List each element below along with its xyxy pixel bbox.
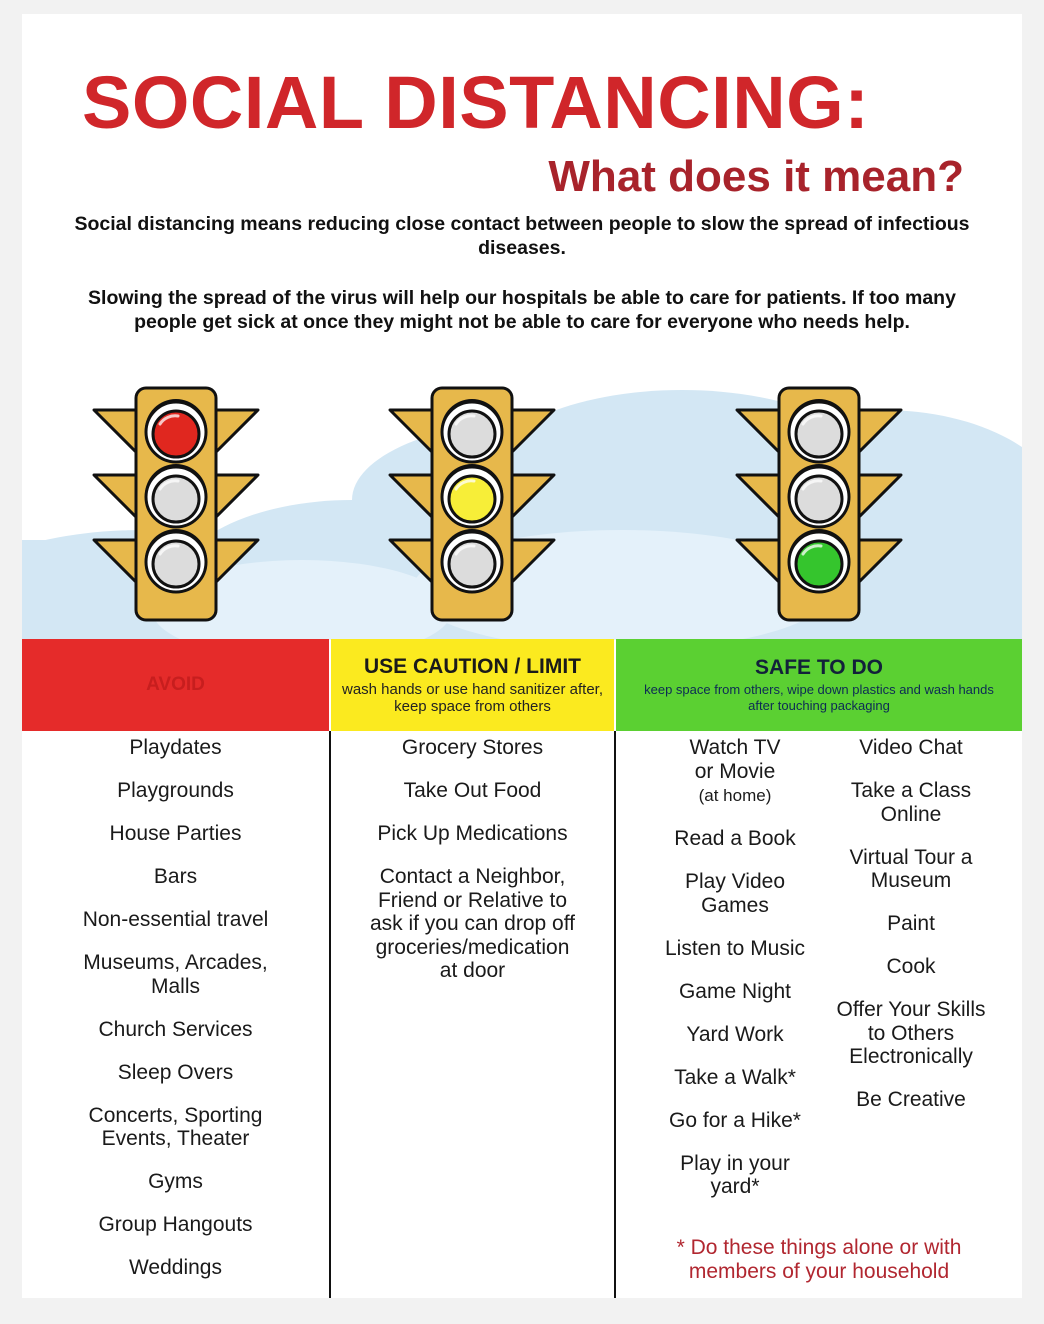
list-item: Museums, Arcades, Malls [83,951,268,998]
avoid-list [22,736,329,1299]
list-item: Watch TV or Movie (at home) [689,736,781,805]
safe-header-title: SAFE TO DO [755,656,883,679]
list-item: Sleep Overs [117,1060,234,1084]
list-item: Listen to Music [664,936,806,960]
list-item: Concerts, Sporting Events, Theater [88,1103,263,1150]
list-item: Virtual Tour a Museum [849,845,973,892]
list-item: Playgrounds [117,779,234,802]
caution-header [331,639,614,731]
list-item: Cook [886,955,936,978]
traffic-light-scene [22,360,1022,640]
avoid-header-title: AVOID [146,674,205,695]
poster-subtitle: What does it mean? [548,152,964,201]
caution-header-title: USE CAUTION / LIMIT [364,655,581,678]
list-item: Read a Book [674,827,796,850]
list-item: Playdates [129,736,222,759]
safe-list-column-a [632,736,838,1218]
list-item: Game Night [678,979,792,1003]
at-home-note: (at home) [698,786,772,805]
list-item: Church Services [98,1017,253,1041]
caution-list [331,736,614,1002]
list-item: Group Hangouts [98,1213,253,1236]
category-header-row [22,639,1022,731]
poster [22,14,1022,1298]
intro-paragraph-1: Social distancing means reducing close contact between people to slow the spread of infectious diseases. [74,213,970,259]
safe-header-subtitle: keep space from others, wipe down plastics and wash hands after touching packaging [644,682,994,713]
list-item: Offer Your Skills to Others Electronically [836,998,986,1068]
list-item: Paint [887,912,935,935]
list-item: Go for a Hike* [669,1108,801,1132]
list-item: Video Chat [859,736,963,759]
list-item: Weddings [128,1256,222,1279]
list-item: Yard Work [686,1022,784,1046]
list-item: House Parties [109,822,242,845]
footnote: * Do these things alone or with members of your household [676,1236,962,1283]
list-item: Play in your yard* [680,1151,790,1198]
column-divider-2 [614,731,616,1298]
avoid-header [22,639,329,731]
list-item: Non-essential travel [82,908,269,931]
list-item: Be Creative [856,1088,966,1111]
safe-header [616,639,1022,731]
intro-paragraph-2: Slowing the spread of the virus will help our hospitals be able to care for patients. If too many people get sick at once they might not be able to care for everyone who needs help. [88,287,956,333]
list-item: Contact a Neighbor, Friend or Relative to ask if you can drop off groceries/medication at door [369,865,576,982]
list-item: Take a Walk* [674,1065,796,1089]
caution-header-subtitle: wash hands or use hand sanitizer after, keep space from others [342,681,603,715]
list-item: Bars [153,865,198,888]
list-item: Grocery Stores [401,736,544,759]
safe-list-column-b [822,736,1000,1131]
list-item: Pick Up Medications [377,822,568,845]
list-item: Gyms [148,1170,203,1193]
list-item: Take Out Food [403,779,542,802]
list-item: Play Video Games [684,870,786,917]
list-item: Take a Class Online [850,779,972,826]
poster-title: SOCIAL DISTANCING: [82,61,870,144]
